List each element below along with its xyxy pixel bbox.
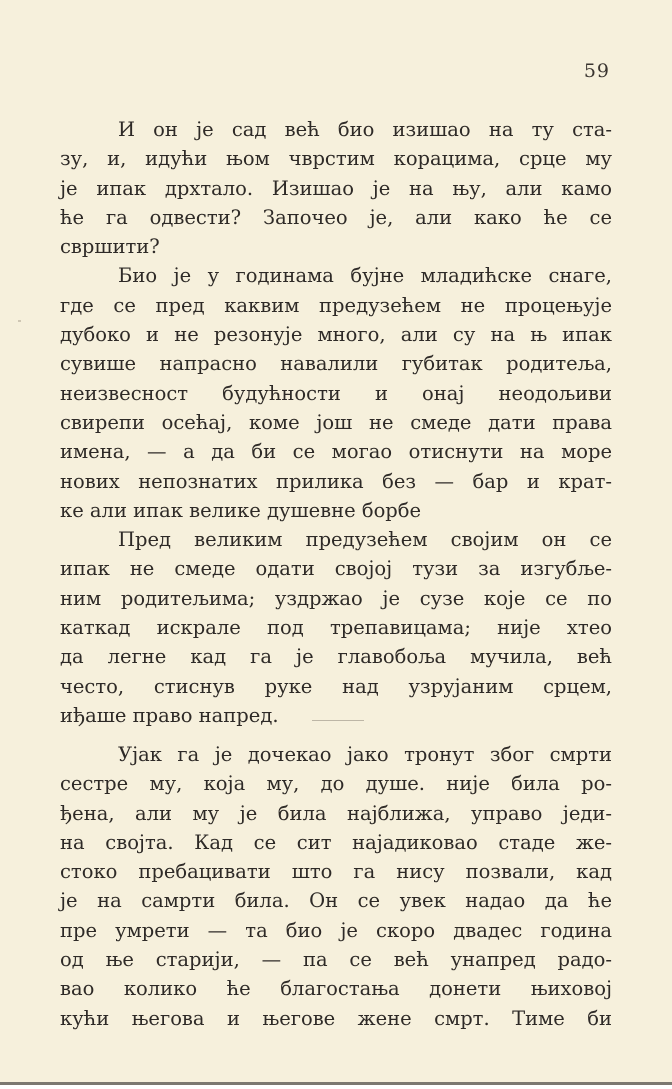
text-line: Пред великим предузећем својим он се: [118, 528, 612, 552]
text-line: ђена, али му је била најближа, управо једи-: [60, 801, 612, 825]
text-line: често, стиснув руке над узрујаним срцем,: [60, 674, 612, 698]
text-line: И он је сад већ био изишао на ту ста-: [118, 118, 612, 141]
text-line: Био је у годинама бујне младићске снаге,: [118, 264, 612, 288]
page-number: 59: [583, 60, 610, 82]
text-line: нових непознатих прилика без — бар и крат-: [60, 469, 612, 493]
paragraph-2: [60, 261, 612, 525]
text-line: сувише напрасно навалили губитак родитеља,: [60, 352, 612, 376]
text-line: зу, и, идући њом чврстим корацима, срце му: [60, 147, 612, 171]
text-line: на својта. Кад се сит најадиковао стаде же-: [60, 830, 612, 854]
text-line: каткад искрале под трепавицама; није хтео: [60, 616, 612, 640]
section-one: [60, 115, 612, 730]
text-line: дубоко и не резонује много, али су на њ ипак: [60, 323, 612, 347]
text-line: иђаше право напред.: [60, 703, 279, 727]
text-line: где се пред каквим предузећем не процењује: [60, 293, 612, 317]
paragraph-4: [60, 740, 612, 1033]
text-line: ним родитељима; уздржао је сузе које се по: [60, 586, 612, 610]
text-line: да легне кад га је главобоља мучила, већ: [60, 645, 612, 669]
page-bottom-margin: [0, 1085, 672, 1089]
section-two: [60, 740, 612, 1033]
text-line: сестре му, која му, до душе. није била ро-: [60, 772, 612, 796]
text-line: ће га одвести? Започео је, али како ће се: [60, 205, 612, 229]
text-line: неизвесност будућности и онај неодољиви: [60, 381, 612, 405]
text-line: кући његова и његове жене смрт. Тиме би: [60, 1006, 612, 1030]
paper-speck: [18, 320, 21, 322]
text-line: свршити?: [60, 235, 160, 259]
paragraph-1: [60, 115, 612, 261]
paragraph-3: [60, 525, 612, 730]
text-line: ке али ипак велике душевне борбе: [60, 498, 422, 522]
text-line: ипак не смеде одати својој тузи за изгубље-: [60, 557, 612, 581]
text-line: је на самрти била. Он се увек надао да ће: [60, 889, 612, 913]
text-line: стоко пребацивати што га нису позвали, кад: [60, 860, 612, 884]
text-line: пре умрети — та био је скоро двадес година: [60, 918, 612, 942]
text-line: вао колико ће благостања донети њиховој: [60, 977, 612, 1001]
section-divider: [312, 720, 364, 721]
text-line: од ње старији, — па се већ унапред радо-: [60, 948, 612, 972]
text-line: свирепи осећај, коме још не смеде дати права: [60, 410, 612, 434]
text-line: је ипак дрхтало. Изишао је на њу, али камо: [60, 176, 612, 200]
text-line: Ујак га је дочекао јако тронут због смрти: [118, 743, 612, 766]
text-line: имена, — а да би се могао отиснути на море: [60, 440, 612, 464]
